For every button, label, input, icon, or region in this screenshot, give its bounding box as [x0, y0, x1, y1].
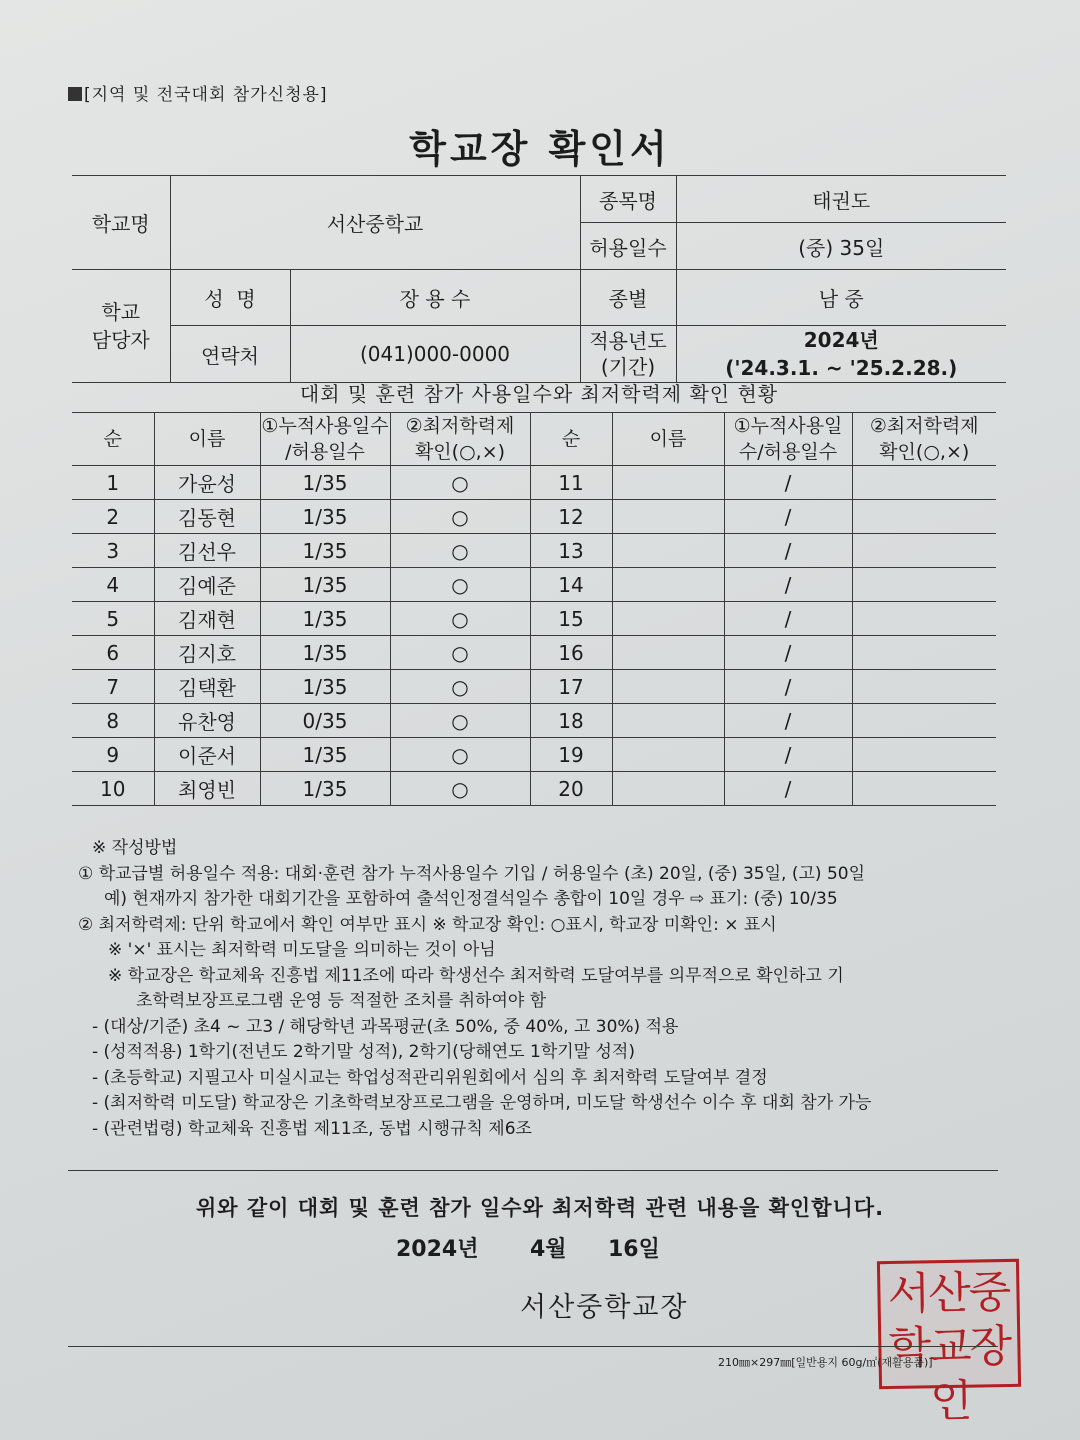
principal-name: 서산중학교장 — [520, 1292, 689, 1323]
row-name: 김동현 — [154, 500, 260, 534]
row-name: 김예준 — [154, 568, 260, 602]
row-no: 14 — [530, 568, 612, 602]
document-title: 학교장 확인서 — [409, 127, 671, 171]
header-check-line1: ②최저학력제 — [405, 415, 515, 437]
row-check — [852, 602, 996, 636]
row-no: 16 — [530, 636, 612, 670]
seal-text: 서산중학교장인 — [887, 1266, 1011, 1428]
year-label-line1: 적용년도 — [589, 329, 667, 353]
row-check: ○ — [390, 500, 530, 534]
confirm-statement: 위와 같이 대회 및 훈련 참가 일수와 최저학력 관련 내용을 확인합니다. — [195, 1196, 885, 1220]
table-row — [72, 602, 996, 636]
row-no: 12 — [530, 500, 612, 534]
table-row — [72, 738, 996, 772]
row-check: ○ — [390, 738, 530, 772]
row-days: / — [724, 738, 852, 772]
row-name — [612, 602, 724, 636]
row-days: / — [724, 466, 852, 500]
row-check — [852, 466, 996, 500]
row-name — [612, 738, 724, 772]
row-name — [612, 500, 724, 534]
header-check2-line1: ②최저학력제 — [869, 415, 979, 437]
row-name: 김선우 — [154, 534, 260, 568]
row-days: / — [724, 500, 852, 534]
row-no: 15 — [530, 602, 612, 636]
row-check — [852, 772, 996, 806]
year-value — [676, 326, 1006, 383]
row-check: ○ — [390, 670, 530, 704]
header-check — [390, 413, 530, 466]
form-type-text: [지역 및 전국대회 참가신청용] — [84, 85, 328, 105]
row-check — [852, 670, 996, 704]
table-row — [72, 670, 996, 704]
row-check: ○ — [390, 534, 530, 568]
year-label — [580, 326, 676, 383]
event-value: 태권도 — [676, 176, 1006, 223]
date-day: 16일 — [608, 1237, 660, 1262]
notes-line: - (성적적용) 1학기(전년도 2학기말 성적), 2학기(당해연도 1학기말 성적) — [92, 1042, 635, 1062]
table-row — [72, 568, 996, 602]
notes-line: ※ '×' 표시는 최저학력 미도달을 의미하는 것이 아님 — [108, 940, 496, 960]
row-days: / — [724, 704, 852, 738]
row-name: 김지호 — [154, 636, 260, 670]
notes-line: 초학력보장프로그램 운영 등 적절한 조치를 취하여야 함 — [136, 991, 547, 1011]
row-name — [612, 772, 724, 806]
header-days-2 — [724, 413, 852, 466]
row-check — [852, 636, 996, 670]
allowed-days-value: (중) 35일 — [676, 223, 1006, 270]
contact-person-label — [72, 270, 170, 383]
row-name — [612, 636, 724, 670]
form-type-label — [68, 80, 328, 105]
phone-value: (041)000-0000 — [290, 326, 580, 383]
paper-spec-footer: 210㎜×297㎜[일반용지 60g/㎡(재활용품)] — [718, 1356, 933, 1369]
square-bullet-icon — [68, 87, 82, 101]
row-name — [612, 568, 724, 602]
row-name: 이준서 — [154, 738, 260, 772]
row-days: / — [724, 772, 852, 806]
roster-section-title: 대회 및 훈련 참가 사용일수와 최저학력제 확인 현황 — [299, 382, 779, 406]
row-no: 10 — [72, 772, 154, 806]
table-row — [72, 534, 996, 568]
year-label-line2: (기간) — [600, 355, 656, 379]
header-days-line1: ①누적사용일수 — [261, 415, 389, 437]
row-name: 최영빈 — [154, 772, 260, 806]
divider — [68, 1170, 998, 1171]
row-days: 1/35 — [260, 738, 390, 772]
header-no: 순 — [72, 413, 154, 466]
row-days: / — [724, 568, 852, 602]
row-days: / — [724, 534, 852, 568]
row-name — [612, 670, 724, 704]
contact-person-label-line2: 담당자 — [91, 328, 150, 352]
row-days: / — [724, 636, 852, 670]
row-days: 1/35 — [260, 636, 390, 670]
footer-divider — [68, 1346, 998, 1347]
notes-line: 예) 현재까지 참가한 대회기간을 포함하여 출석인정결석일수 총합이 10일 경우 ⇨ 표기: (중) 10/35 — [104, 889, 838, 909]
header-no-2: 순 — [530, 413, 612, 466]
table-row — [72, 704, 996, 738]
name-value: 장 용 수 — [290, 270, 580, 326]
table-row — [72, 466, 996, 500]
instructions — [78, 836, 998, 1142]
row-check — [852, 738, 996, 772]
school-name-label: 학교명 — [72, 176, 170, 270]
date-month: 4월 — [530, 1237, 567, 1262]
row-no: 1 — [72, 466, 154, 500]
header-days2-line1: ①누적사용일 — [733, 415, 843, 437]
row-check: ○ — [390, 772, 530, 806]
date-year: 2024년 — [396, 1237, 479, 1262]
info-table — [72, 175, 1006, 383]
event-label: 종목명 — [580, 176, 676, 223]
row-check: ○ — [390, 602, 530, 636]
row-days: 1/35 — [260, 534, 390, 568]
row-no: 9 — [72, 738, 154, 772]
row-check — [852, 704, 996, 738]
row-no: 2 — [72, 500, 154, 534]
notes-heading: ※ 작성방법 — [92, 838, 178, 858]
row-no: 18 — [530, 704, 612, 738]
year-value-line1: 2024년 — [803, 328, 879, 352]
notes-line: - (대상/기준) 초4 ~ 고3 / 해당학년 과목평균(초 50%, 중 40%, 고 30%) 적용 — [92, 1016, 679, 1037]
row-name — [612, 704, 724, 738]
row-name — [612, 534, 724, 568]
row-no: 6 — [72, 636, 154, 670]
row-no: 20 — [530, 772, 612, 806]
row-check — [852, 500, 996, 534]
row-no: 4 — [72, 568, 154, 602]
row-check — [852, 534, 996, 568]
row-no: 17 — [530, 670, 612, 704]
notes-line: ② 최저학력제: 단위 학교에서 확인 여부만 표시 ※ 학교장 확인: ○표시, 학교장 미확인: × 표시 — [78, 914, 777, 935]
row-check: ○ — [390, 568, 530, 602]
row-check: ○ — [390, 636, 530, 670]
row-check: ○ — [390, 466, 530, 500]
year-value-line2: ('24.3.1. ~ '25.2.28.) — [725, 356, 958, 380]
notes-line: ※ 학교장은 학교체육 진흥법 제11조에 따라 학생선수 최저학력 도달여부를 의무적으로 확인하고 기 — [108, 965, 844, 986]
allowed-days-label: 허용일수 — [580, 223, 676, 270]
header-days — [260, 413, 390, 466]
header-days-line2: /허용일수 — [285, 441, 365, 463]
row-days: 1/35 — [260, 466, 390, 500]
row-name: 유찬영 — [154, 704, 260, 738]
header-name-2: 이름 — [612, 413, 724, 466]
row-no: 8 — [72, 704, 154, 738]
row-days: / — [724, 602, 852, 636]
row-name — [612, 466, 724, 500]
row-no: 3 — [72, 534, 154, 568]
notes-line: ① 학교급별 허용일수 적용: 대회·훈련 참가 누적사용일수 기입 / 허용일수 (초) 20일, (중) 35일, (고) 50일 — [78, 863, 866, 884]
table-row — [72, 772, 996, 806]
row-days: 0/35 — [260, 704, 390, 738]
phone-label: 연락처 — [170, 326, 290, 383]
row-no: 11 — [530, 466, 612, 500]
row-days: / — [724, 670, 852, 704]
roster-body — [72, 466, 996, 806]
table-row — [72, 636, 996, 670]
school-name-value: 서산중학교 — [170, 176, 580, 270]
header-days2-line2: 수/허용일수 — [738, 441, 838, 463]
row-days: 1/35 — [260, 772, 390, 806]
notes-line: - (최저학력 미도달) 학교장은 기초학력보장프로그램을 운영하며, 미도달 학생선수 이수 후 대회 참가 가능 — [92, 1093, 872, 1113]
row-days: 1/35 — [260, 602, 390, 636]
category-label: 종별 — [580, 270, 676, 326]
name-label: 성 명 — [170, 270, 290, 326]
header-name: 이름 — [154, 413, 260, 466]
row-days: 1/35 — [260, 568, 390, 602]
table-row — [72, 500, 996, 534]
category-value: 남 중 — [676, 270, 1006, 326]
row-days: 1/35 — [260, 500, 390, 534]
row-no: 13 — [530, 534, 612, 568]
roster-header-row — [72, 413, 996, 466]
row-name: 김재현 — [154, 602, 260, 636]
row-check: ○ — [390, 704, 530, 738]
row-no: 7 — [72, 670, 154, 704]
header-check-line2: 확인(○,×) — [414, 441, 506, 463]
header-check2-line2: 확인(○,×) — [879, 441, 970, 463]
contact-person-label-line1: 학교 — [101, 300, 141, 324]
row-days: 1/35 — [260, 670, 390, 704]
notes-line: - (관련법령) 학교체육 진흥법 제11조, 동법 시행규칙 제6조 — [92, 1118, 532, 1139]
notes-line: - (초등학교) 지필고사 미실시교는 학업성적관리위원회에서 심의 후 최저학력 도달여부 결정 — [92, 1067, 768, 1088]
row-no: 5 — [72, 602, 154, 636]
roster-table — [72, 412, 996, 806]
row-check — [852, 568, 996, 602]
row-no: 19 — [530, 738, 612, 772]
row-name: 가윤성 — [154, 466, 260, 500]
header-check-2 — [852, 413, 996, 466]
row-name: 김택환 — [154, 670, 260, 704]
